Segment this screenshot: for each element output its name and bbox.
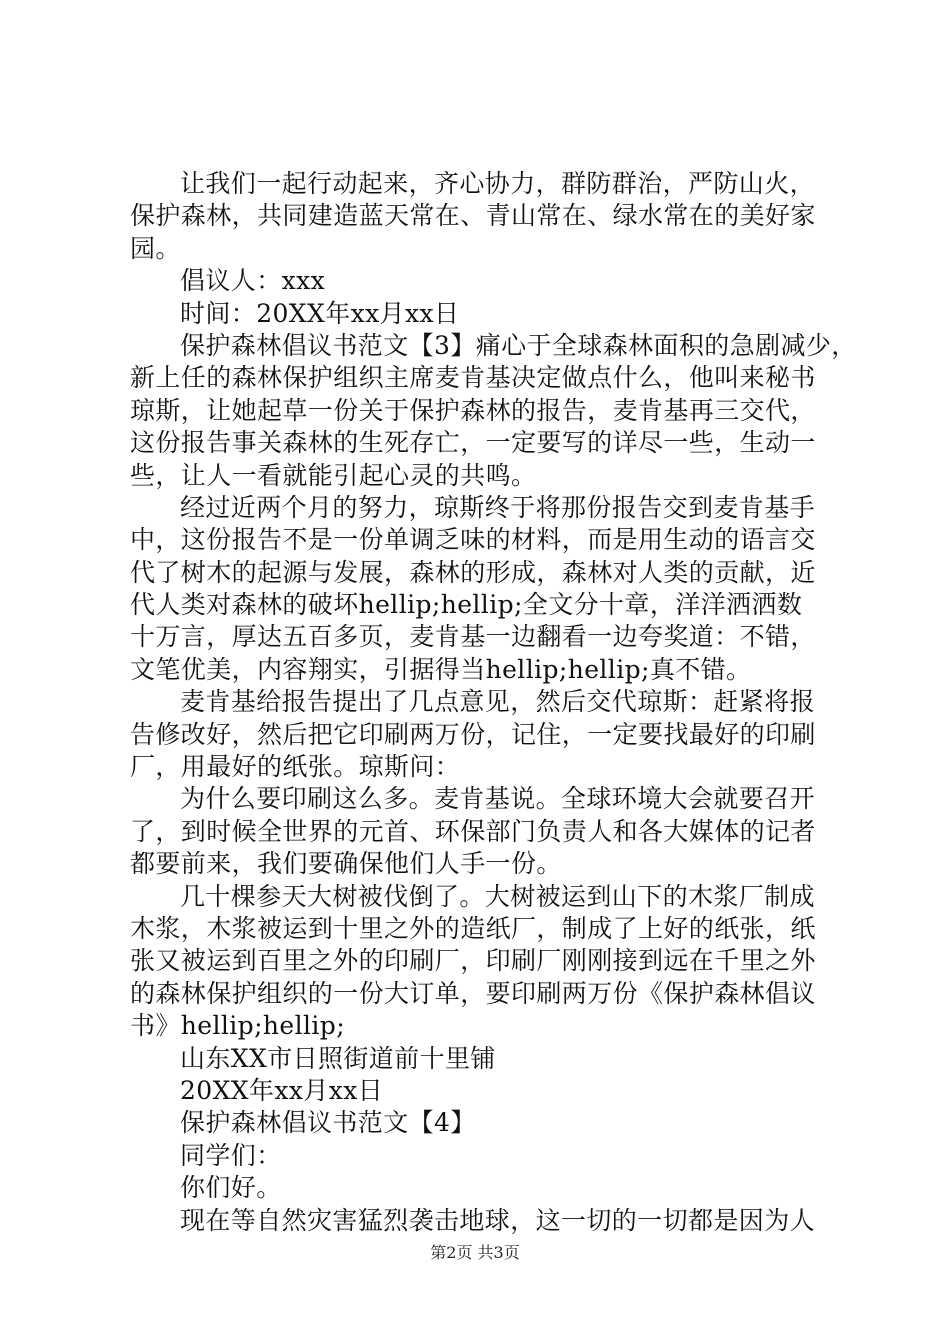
text-line: 都要前来，我们要确保他们人手一份。 [130,849,562,879]
text-line: 倡议人：xxx [180,266,326,296]
text-line: 告修改好，然后把它印刷两万份，记住，一定要找最好的印刷 [130,719,816,749]
text-line: 张又被运到百里之外的印刷厂，印刷厂刚刚接到远在千里之外 [130,946,816,976]
text-line: 麦肯基给报告提出了几点意见，然后交代琼斯：赶紧将报 [180,687,816,717]
text-line: 了，到时候全世界的元首、环保部门负责人和各大媒体的记者 [130,816,816,846]
text-line: 为什么要印刷这么多。麦肯基说。全球环境大会就要召开 [180,784,816,814]
text-line: 园。 [130,233,181,263]
text-line: 代了树木的起源与发展，森林的形成，森林对人类的贡献，近 [130,557,816,587]
text-line: 同学们： [180,1140,282,1170]
text-line: 中，这份报告不是一份单调乏味的材料，而是用生动的语言交 [130,525,816,555]
text-line: 新上任的森林保护组织主席麦肯基决定做点什么，他叫来秘书 [130,363,816,393]
text-line: 十万言，厚达五百多页，麦肯基一边翻看一边夸奖道：不错， [130,622,816,652]
text-line: 几十棵参天大树被伐倒了。大树被运到山下的木浆厂制成 [180,881,816,911]
text-line: 琼斯，让她起草一份关于保护森林的报告，麦肯基再三交代， [130,395,816,425]
text-line: 你们好。 [180,1173,282,1203]
text-line: 经过近两个月的努力，琼斯终于将那份报告交到麦肯基手 [180,492,816,522]
text-line: 让我们一起行动起来，齐心协力，群防群治，严防山火， [180,169,816,198]
text-line: 厂，用最好的纸张。琼斯问： [130,752,461,782]
text-line: 现在等自然灾害猛烈袭击地球，这一切的一切都是因为人 [180,1205,816,1235]
text-line: 的森林保护组织的一份大订单，要印刷两万份《保护森林倡议 [130,978,816,1008]
text-line: 书》hellip;hellip; [130,1011,346,1041]
text-line: 这份报告事关森林的生死存亡，一定要写的详尽一些，生动一 [130,428,816,458]
page-footer: 第2页 共3页 [430,1243,520,1262]
text-line: 保护森林倡议书范文【3】痛心于全球森林面积的急剧减少， [180,330,857,360]
text-line: 保护森林倡议书范文【4】 [180,1108,476,1138]
document-body [130,168,857,1237]
text-line: 文笔优美，内容翔实，引据得当hellip;hellip;真不错。 [130,654,752,684]
text-line: 时间：20XX年xx月xx日 [180,298,460,328]
text-line: 20XX年xx月xx日 [180,1075,384,1105]
text-line: 些，让人一看就能引起心灵的共鸣。 [130,460,537,490]
text-line: 木浆，木浆被运到十里之外的造纸厂，制成了上好的纸张，纸 [130,913,816,943]
text-line: 保护森林，共同建造蓝天常在、青山常在、绿水常在的美好家 [130,201,816,231]
text-line: 山东XX市日照街道前十里铺 [180,1043,496,1073]
text-line: 代人类对森林的破坏hellip;hellip;全文分十章，洋洋洒洒数 [130,590,803,620]
